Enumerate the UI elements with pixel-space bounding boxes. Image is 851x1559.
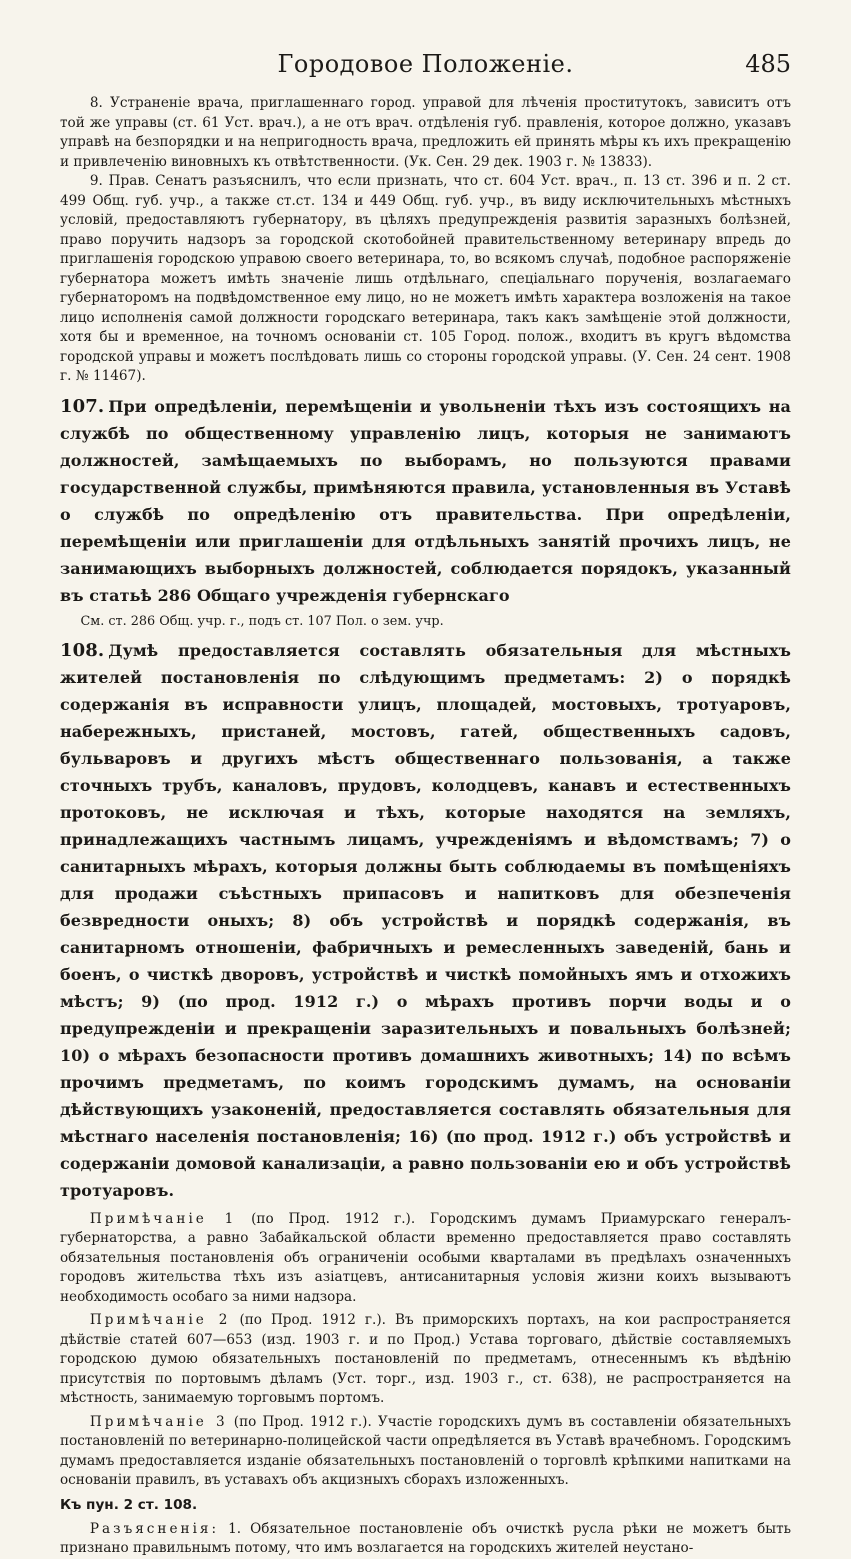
article-107-reference: См. ст. 286 Общ. учр. г., подъ ст. 107 Пол. о зем. учр.: [80, 613, 444, 629]
note-3-text: (по Прод. 1912 г.). Участiе городскихъ думъ въ составленiи обязательныхъ постановленiй по ветеринарно-полицейской части опредѣляется въ Уставѣ врачебномъ. Городскимъ думамъ предоставляется изданiе обязательныхъ постановленiй о торговлѣ крѣпкими напитками на основанiи правилъ, въ уставахъ объ акцизныхъ сборахъ изложенныхъ.: [60, 1413, 792, 1488]
subheading: Къ пун. 2 ст. 108.: [60, 1496, 198, 1513]
article-108-text: Думѣ предоставляется составлять обязательныя для мѣстныхъ жителей постановленiя по слѣдующимъ предметамъ: 2) о порядкѣ содержанiя въ исправности улицъ, площадей, мостовыхъ, тротуаровъ, набережныхъ, пристаней, мостовъ, гатей, общественныхъ садовъ, бульваровъ и другихъ мѣстъ общественнаго пользованiя, а также сточныхъ трубъ, каналовъ, прудовъ, колодцевъ, канавъ и естественныхъ протоковъ, не исключая и тѣхъ, которые находятся на земляхъ, принадлежащихъ частнымъ лицамъ, учрежденiямъ и вѣдомствамъ; 7) о санитарныхъ мѣрахъ, которыя должны быть соблюдаемы въ помѣщенiяхъ для продажи съѣстныхъ припасовъ и напитковъ для обезпеченiя безвредности оныхъ; 8) объ устройствѣ и порядкѣ содержанiя, въ санитарномъ отношенiи, фабричныхъ и ремесленныхъ заведенiй, бань и боенъ, о чисткѣ дворовъ, устройствѣ и чисткѣ помойныхъ ямъ и отхожихъ мѣстъ; 9) (по прод. 1912 г.) о мѣрахъ противъ порчи воды и о предупрежденiи и прекращенiи заразительныхъ и повальныхъ болѣзней; 10) о мѣрахъ безопасности противъ домашнихъ животныхъ; 14) по всѣмъ прочимъ предметамъ, по коимъ городскимъ думамъ, на основанiи дѣйствующихъ узаконенiй, предоставляется составлять обязательныя для мѣстнаго населенiя постановленiя; 16) (по прод. 1912 г.) объ устройствѣ и содержанiи домовой канализацiи, а равно пользованiи ею и объ устройствѣ тротуаровъ.: [60, 640, 791, 1200]
article-108: [60, 637, 791, 1204]
page-number: 485: [745, 50, 791, 78]
page-header: [60, 44, 791, 94]
note-3: [60, 1413, 791, 1491]
commentary-paragraph-8: 8. Устраненiе врача, приглашеннаго город. управой для лѣченiя проститутокъ, зависитъ отъ той же управы (ст. 61 Уст. врач.), а не отъ врач. отдѣленiя губ. правленiя, которое должно, указавъ управѣ на безпорядки и на непригодность врача, предложить ей принять мѣры къ ихъ прекращенiю и привлеченiю виновныхъ къ отвѣтственности. (Ук. Сен. 29 дек. 1903 г. № 13833).: [60, 95, 791, 170]
explanation-label: Разъясненiя:: [89, 1520, 220, 1537]
article-107-number: 107.: [60, 395, 105, 417]
explanation: [60, 1520, 791, 1559]
article-107: [60, 393, 791, 609]
note-3-label: Примѣчанiе 3: [89, 1413, 228, 1430]
article-107-text: При опредѣленiи, перемѣщенiи и увольненiи тѣхъ изъ состоящихъ на службѣ по общественному управленiю лицъ, которыя не занимаютъ должностей, замѣщаемыхъ по выборамъ, но пользуются правами государственной службы, примѣняются правила, установленныя въ Уставѣ о службѣ по опредѣленiю отъ правительства. При опредѣленiи, перемѣщенiи или приглашенiи для отдѣльныхъ занятiй прочихъ лицъ, не занимающихъ выборныхъ должностей, соблюдается порядокъ, указанный въ статьѣ 286 Общаго учрежденiя губернскаго: [60, 396, 791, 605]
note-1-text: (по Прод. 1912 г.). Городскимъ думамъ Приамурскаго генералъ-губернаторства, а равно Забайкальской области временно предоставляется право составлять обязательныя постановленiя объ ограниченiи особыми кварталами въ предѣлахъ означенныхъ городовъ жительства тѣхъ изъ азiатцевъ, антисанитарныя условiя жизни коихъ вызываютъ необходимость особаго за ними надзора.: [60, 1210, 791, 1305]
running-title: Городовое Положенiе.: [277, 50, 574, 78]
note-2: [60, 1311, 791, 1409]
commentary-paragraph-9: 9. Прав. Сенатъ разъяснилъ, что если признать, что ст. 604 Уст. врач., п. 13 ст. 396 и п. 2 ст. 499 Общ. губ. учр., а также ст.ст. 134 и 449 Общ. губ. учр., въ виду исключительныхъ мѣстныхъ условiй, предоставляютъ губернатору, въ цѣляхъ предупрежденiя развитiя заразныхъ болѣзней, право поручить надзоръ за городской скотобойней правительственному ветеринару впредь до приглашенiя городскою управою своего ветеринара, то, во всякомъ случаѣ, подобное распоряженiе губернатора можетъ имѣть значенiе лишь отдѣльнаго, спецiальнаго порученiя, возлагаемаго губернаторомъ на подвѣдомственное ему лицо, но не можетъ имѣть характера возложенiя на такое лицо исполненiя самой должности городскаго ветеринара, такъ какъ замѣщенiе этой должности, хотя бы и временное, на точномъ основанiи ст. 105 Город. полож., входитъ въ кругъ вѣдомства городской управы и можетъ послѣдовать лишь со стороны городской управы. (У. Сен. 24 сент. 1908 г. № 11467).: [60, 173, 791, 384]
article-108-number: 108.: [60, 639, 105, 661]
note-2-label: Примѣчанiе 2: [89, 1312, 231, 1328]
note-2-text: (по Прод. 1912 г.). Въ приморскихъ портахъ, на кои распространяется дѣйствiе статей 607—653 (изд. 1903 г. и по Прод.) Устава торговаго, дѣйствiе составляемыхъ городскою думою обязательныхъ постановленiй по предметамъ, отнесеннымъ къ вѣдѣнiю присутствiя по портовымъ дѣламъ (Уст. торг., изд. 1903 г., ст. 638), не распространяется на мѣстность, занимаемую торговымъ портомъ.: [60, 1312, 791, 1406]
note-1-label: Примѣчанiе 1: [89, 1210, 237, 1227]
note-1: [60, 1210, 791, 1308]
explanation-text: 1. Обязательное постановленiе объ очисткѣ русла рѣки не можетъ быть признано правильнымъ потому, что имъ возлагается на городскихъ жителей неустано-: [60, 1520, 792, 1556]
